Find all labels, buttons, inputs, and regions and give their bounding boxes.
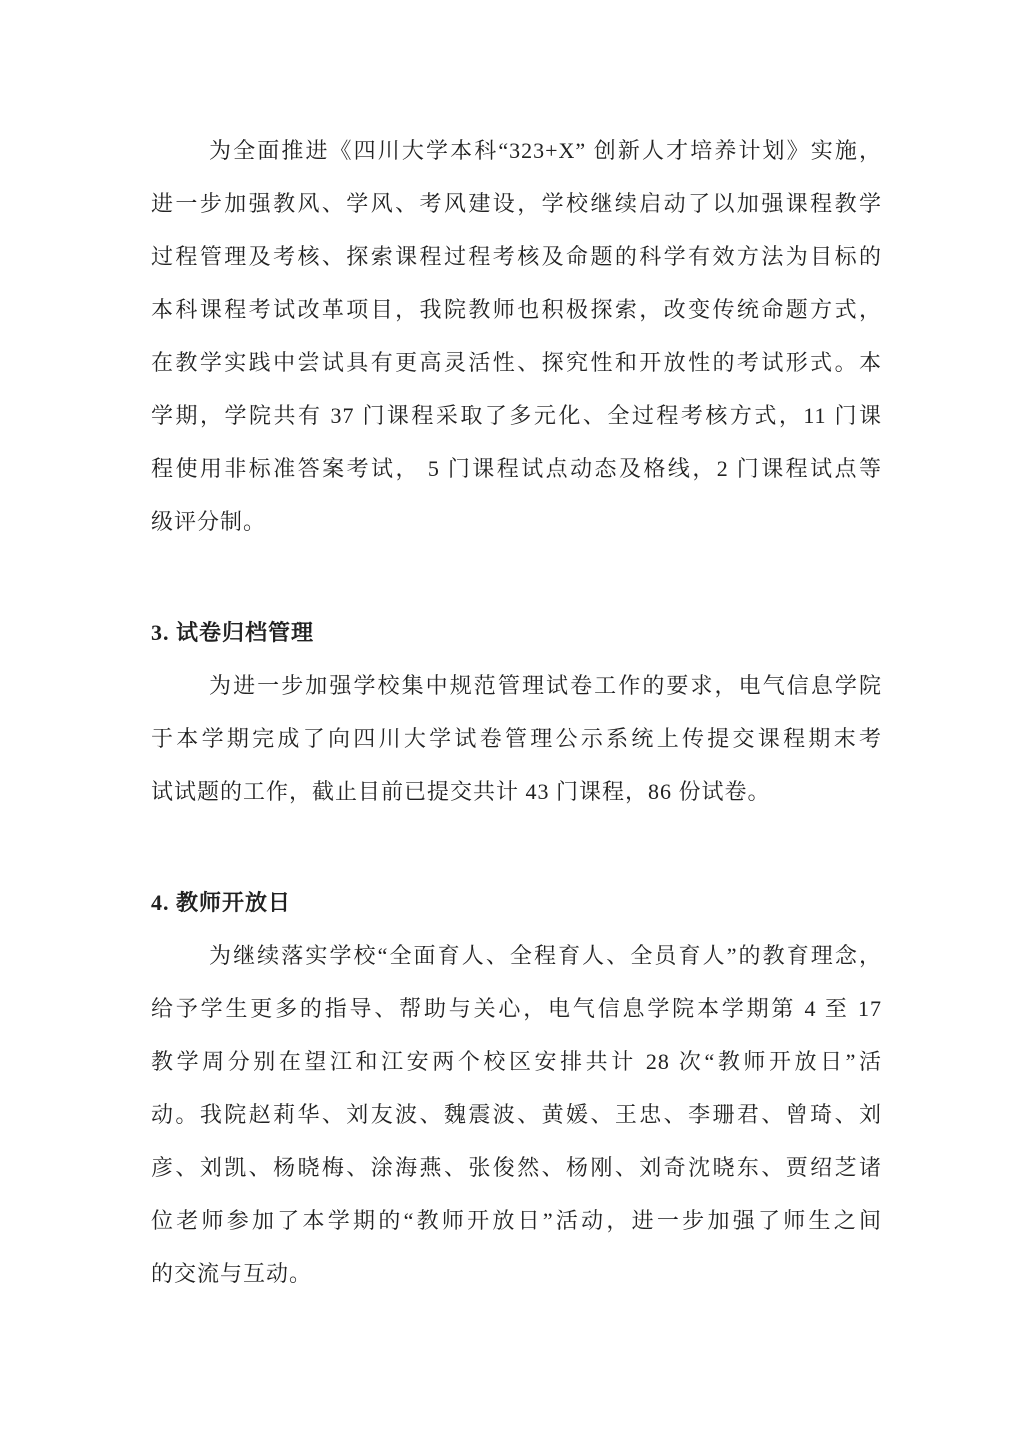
text-line: 试试题的工作，截止目前已提交共计 43 门课程，86 份试卷。 [151, 779, 771, 804]
text-line: 过程管理及考核、探索课程过程考核及命题的科学有效方法为目标的 [151, 244, 882, 269]
text-line: 于本学期完成了向四川大学试卷管理公示系统上传提交课程期末考 [151, 726, 882, 751]
text-line: 给予学生更多的指导、帮助与关心，电气信息学院本学期第 4 至 17 [151, 996, 882, 1021]
text-line: 位老师参加了本学期的“教师开放日”活动，进一步加强了师生之间 [151, 1208, 882, 1233]
text-line: 为全面推进《四川大学本科“323+X” 创新人才培养计划》实施， [209, 138, 882, 163]
heading-section-3-exam-archiving: 3. 试卷归档管理 [151, 620, 315, 645]
text-line: 程使用非标准答案考试， 5 门课程试点动态及格线，2 门课程试点等 [151, 456, 882, 481]
text-line: 为继续落实学校“全面育人、全程育人、全员育人”的教育理念， [209, 943, 882, 968]
text-line: 进一步加强教风、学风、考风建设，学校继续启动了以加强课程教学 [151, 191, 882, 216]
text-line: 教学周分别在望江和江安两个校区安排共计 28 次“教师开放日”活 [151, 1049, 882, 1074]
text-line: 级评分制。 [151, 509, 267, 534]
text-line: 的交流与互动。 [151, 1261, 313, 1286]
text-line: 学期，学院共有 37 门课程采取了多元化、全过程考核方式，11 门课 [151, 403, 882, 428]
heading-section-4-teacher-open-day: 4. 教师开放日 [151, 890, 292, 915]
text-line: 本科课程考试改革项目，我院教师也积极探索，改变传统命题方式， [151, 297, 882, 322]
text-line: 彦、刘凯、杨晓梅、涂海燕、张俊然、杨刚、刘奇沈晓东、贾绍芝诸 [151, 1155, 882, 1180]
paragraph-teacher-open-day [151, 929, 882, 1300]
paragraph-exam-reform [151, 124, 882, 548]
text-line: 在教学实践中尝试具有更高灵活性、探究性和开放性的考试形式。本 [151, 350, 882, 375]
text-line: 为进一步加强学校集中规范管理试卷工作的要求，电气信息学院 [209, 673, 882, 698]
paragraph-exam-archiving [151, 659, 882, 818]
text-line: 动。我院赵莉华、刘友波、魏震波、黄媛、王忠、李珊君、曾琦、刘 [151, 1102, 882, 1127]
